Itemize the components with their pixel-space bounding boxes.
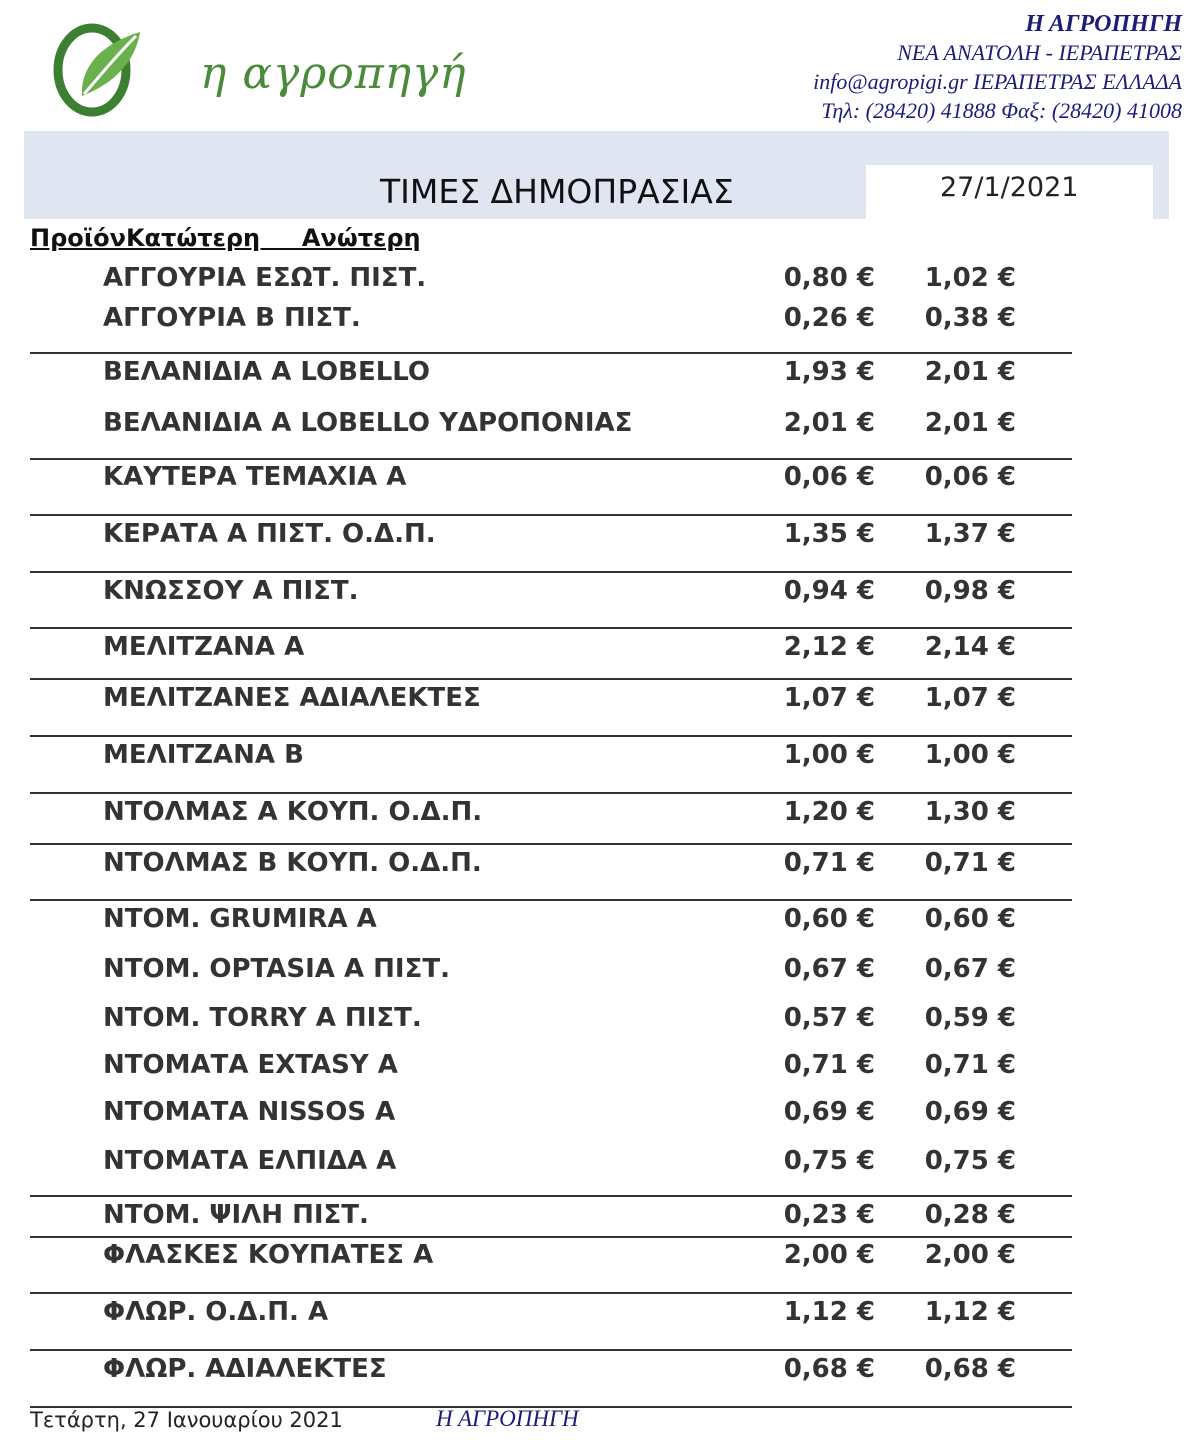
table-row [0,1050,1200,1090]
high-price: 0,75 € [924,1146,1016,1176]
low-price: 0,69 € [783,1097,875,1127]
table-row [0,1003,1200,1043]
row-divider [30,899,1072,901]
high-price: 0,28 € [924,1200,1016,1230]
low-price: 1,93 € [783,357,875,387]
row-divider [30,1195,1072,1197]
low-price: 2,12 € [783,632,875,662]
high-price: 0,06 € [924,462,1016,492]
low-price: 0,71 € [783,1050,875,1080]
high-price: 0,68 € [924,1354,1016,1384]
low-price: 0,68 € [783,1354,875,1384]
table-row [0,740,1200,780]
table-row [0,797,1200,837]
low-price: 1,20 € [783,797,875,827]
product-name: ΦΛΩΡ. ΑΔΙΑΛΕΚΤΕΣ [103,1354,387,1384]
high-price: 1,02 € [924,263,1016,293]
low-price: 2,00 € [783,1240,875,1270]
row-divider [30,843,1072,845]
table-row [0,576,1200,616]
logo-wordmark: η αγροπηγή [200,48,467,99]
high-price: 1,00 € [924,740,1016,770]
row-divider [30,1292,1072,1294]
row-divider [30,627,1072,629]
low-price: 0,75 € [783,1146,875,1176]
company-info [813,10,1182,125]
product-name: ΝΤΟΛΜΑΣ Β ΚΟΥΠ. Ο.Δ.Π. [103,848,482,878]
table-row [0,519,1200,559]
row-divider [30,678,1072,680]
auction-date: 27/1/2021 [940,172,1079,203]
table-row [0,848,1200,888]
product-name: ΒΕΛΑΝΙΔΙΑ Α LOBELLO ΥΔΡΟΠΟΝΙΑΣ [103,408,633,438]
high-price: 2,01 € [924,408,1016,438]
high-price: 2,14 € [924,632,1016,662]
product-name: ΚΑΥΤΕΡΑ ΤΕΜΑΧΙΑ Α [103,462,407,492]
product-name: ΝΤΟΜ. ΨΙΛΗ ΠΙΣΤ. [103,1200,369,1230]
low-price: 0,71 € [783,848,875,878]
column-headers: ΠροϊόνΚατώτερη Ανώτερη [30,224,421,252]
low-price: 0,80 € [783,263,875,293]
low-price: 0,23 € [783,1200,875,1230]
high-price: 0,71 € [924,1050,1016,1080]
row-divider [30,1349,1072,1351]
product-name: ΝΤΟΜΑΤΑ EXTASY Α [103,1050,398,1080]
high-price: 2,01 € [924,357,1016,387]
high-price: 2,00 € [924,1240,1016,1270]
product-name: ΑΓΓΟΥΡΙΑ ΕΣΩΤ. ΠΙΣΤ. [103,263,427,293]
high-price: 1,37 € [924,519,1016,549]
footer-company: Η ΑΓΡΟΠΗΓΗ [436,1406,579,1431]
company-phone: Τηλ: (28420) 41888 Φαξ: (28420) 41008 [821,98,1182,123]
product-name: ΚΝΩΣΣΟΥ Α ΠΙΣΤ. [103,576,359,606]
footer-date: Τετάρτη, 27 Ιανουαρίου 2021 [30,1408,343,1432]
table-row [0,1354,1200,1394]
product-name: ΒΕΛΑΝΙΔΙΑ Α LOBELLO [103,357,431,387]
table-row [0,408,1200,448]
product-name: ΝΤΟΜ. OPTASIA Α ΠΙΣΤ. [103,954,450,984]
product-name: ΑΓΓΟΥΡΙΑ Β ΠΙΣΤ. [103,303,361,333]
table-row [0,1200,1200,1240]
high-price: 0,59 € [924,1003,1016,1033]
low-price: 0,57 € [783,1003,875,1033]
product-name: ΜΕΛΙΤΖΑΝΕΣ ΑΔΙΑΛΕΚΤΕΣ [103,683,481,713]
high-price: 0,67 € [924,954,1016,984]
table-row [0,357,1200,397]
table-row [0,1240,1200,1280]
table-row [0,1297,1200,1337]
low-price: 0,60 € [783,904,875,934]
product-name: ΝΤΟΜ. TORRY Α ΠΙΣΤ. [103,1003,422,1033]
product-name: ΝΤΟΜ. GRUMIRA Α [103,904,377,934]
row-divider [30,514,1072,516]
product-name: ΦΛΑΣΚΕΣ ΚΟΥΠΑΤΕΣ Α [103,1240,434,1270]
table-row [0,683,1200,723]
high-price: 0,60 € [924,904,1016,934]
row-divider [30,458,1072,460]
table-row [0,1097,1200,1137]
high-price: 1,30 € [924,797,1016,827]
row-divider [30,571,1072,573]
company-logo [52,18,467,118]
product-name: ΝΤΟΜΑΤΑ NISSOS Α [103,1097,396,1127]
product-name: ΝΤΟΛΜΑΣ Α ΚΟΥΠ. Ο.Δ.Π. [103,797,483,827]
product-name: ΜΕΛΙΤΖΑΝΑ Α [103,632,305,662]
low-price: 0,26 € [783,303,875,333]
low-price: 1,00 € [783,740,875,770]
company-address: ΝΕΑ ΑΝΑΤΟΛΗ - ΙΕΡΑΠΕΤΡΑΣ [897,40,1182,65]
product-name: ΦΛΩΡ. Ο.Δ.Π. Α [103,1297,329,1327]
row-divider [30,735,1072,737]
row-divider [30,1236,1072,1238]
leaf-logo-icon [52,18,162,118]
product-name: ΚΕΡΑΤΑ Α ΠΙΣΤ. Ο.Δ.Π. [103,519,436,549]
row-divider [30,792,1072,794]
page-title: ΤΙΜΕΣ ΔΗΜΟΠΡΑΣΙΑΣ [380,172,734,211]
table-row [0,954,1200,994]
table-row [0,263,1200,303]
company-name: Η ΑΓΡΟΠΗΓΗ [1025,11,1182,37]
table-row [0,303,1200,343]
high-price: 1,12 € [924,1297,1016,1327]
company-email: info@agropigi.gr ΙΕΡΑΠΕΤΡΑΣ ΕΛΛΑΔΑ [813,69,1182,94]
product-name: ΝΤΟΜΑΤΑ ΕΛΠΙΔΑ Α [103,1146,397,1176]
low-price: 1,35 € [783,519,875,549]
high-price: 0,98 € [924,576,1016,606]
low-price: 0,06 € [783,462,875,492]
low-price: 1,12 € [783,1297,875,1327]
low-price: 1,07 € [783,683,875,713]
product-name: ΜΕΛΙΤΖΑΝΑ Β [103,740,304,770]
high-price: 0,71 € [924,848,1016,878]
table-row [0,1146,1200,1186]
low-price: 0,67 € [783,954,875,984]
table-row [0,904,1200,944]
high-price: 0,69 € [924,1097,1016,1127]
high-price: 0,38 € [924,303,1016,333]
table-row [0,462,1200,502]
high-price: 1,07 € [924,683,1016,713]
table-row [0,632,1200,672]
low-price: 2,01 € [783,408,875,438]
row-divider [30,352,1072,354]
low-price: 0,94 € [783,576,875,606]
